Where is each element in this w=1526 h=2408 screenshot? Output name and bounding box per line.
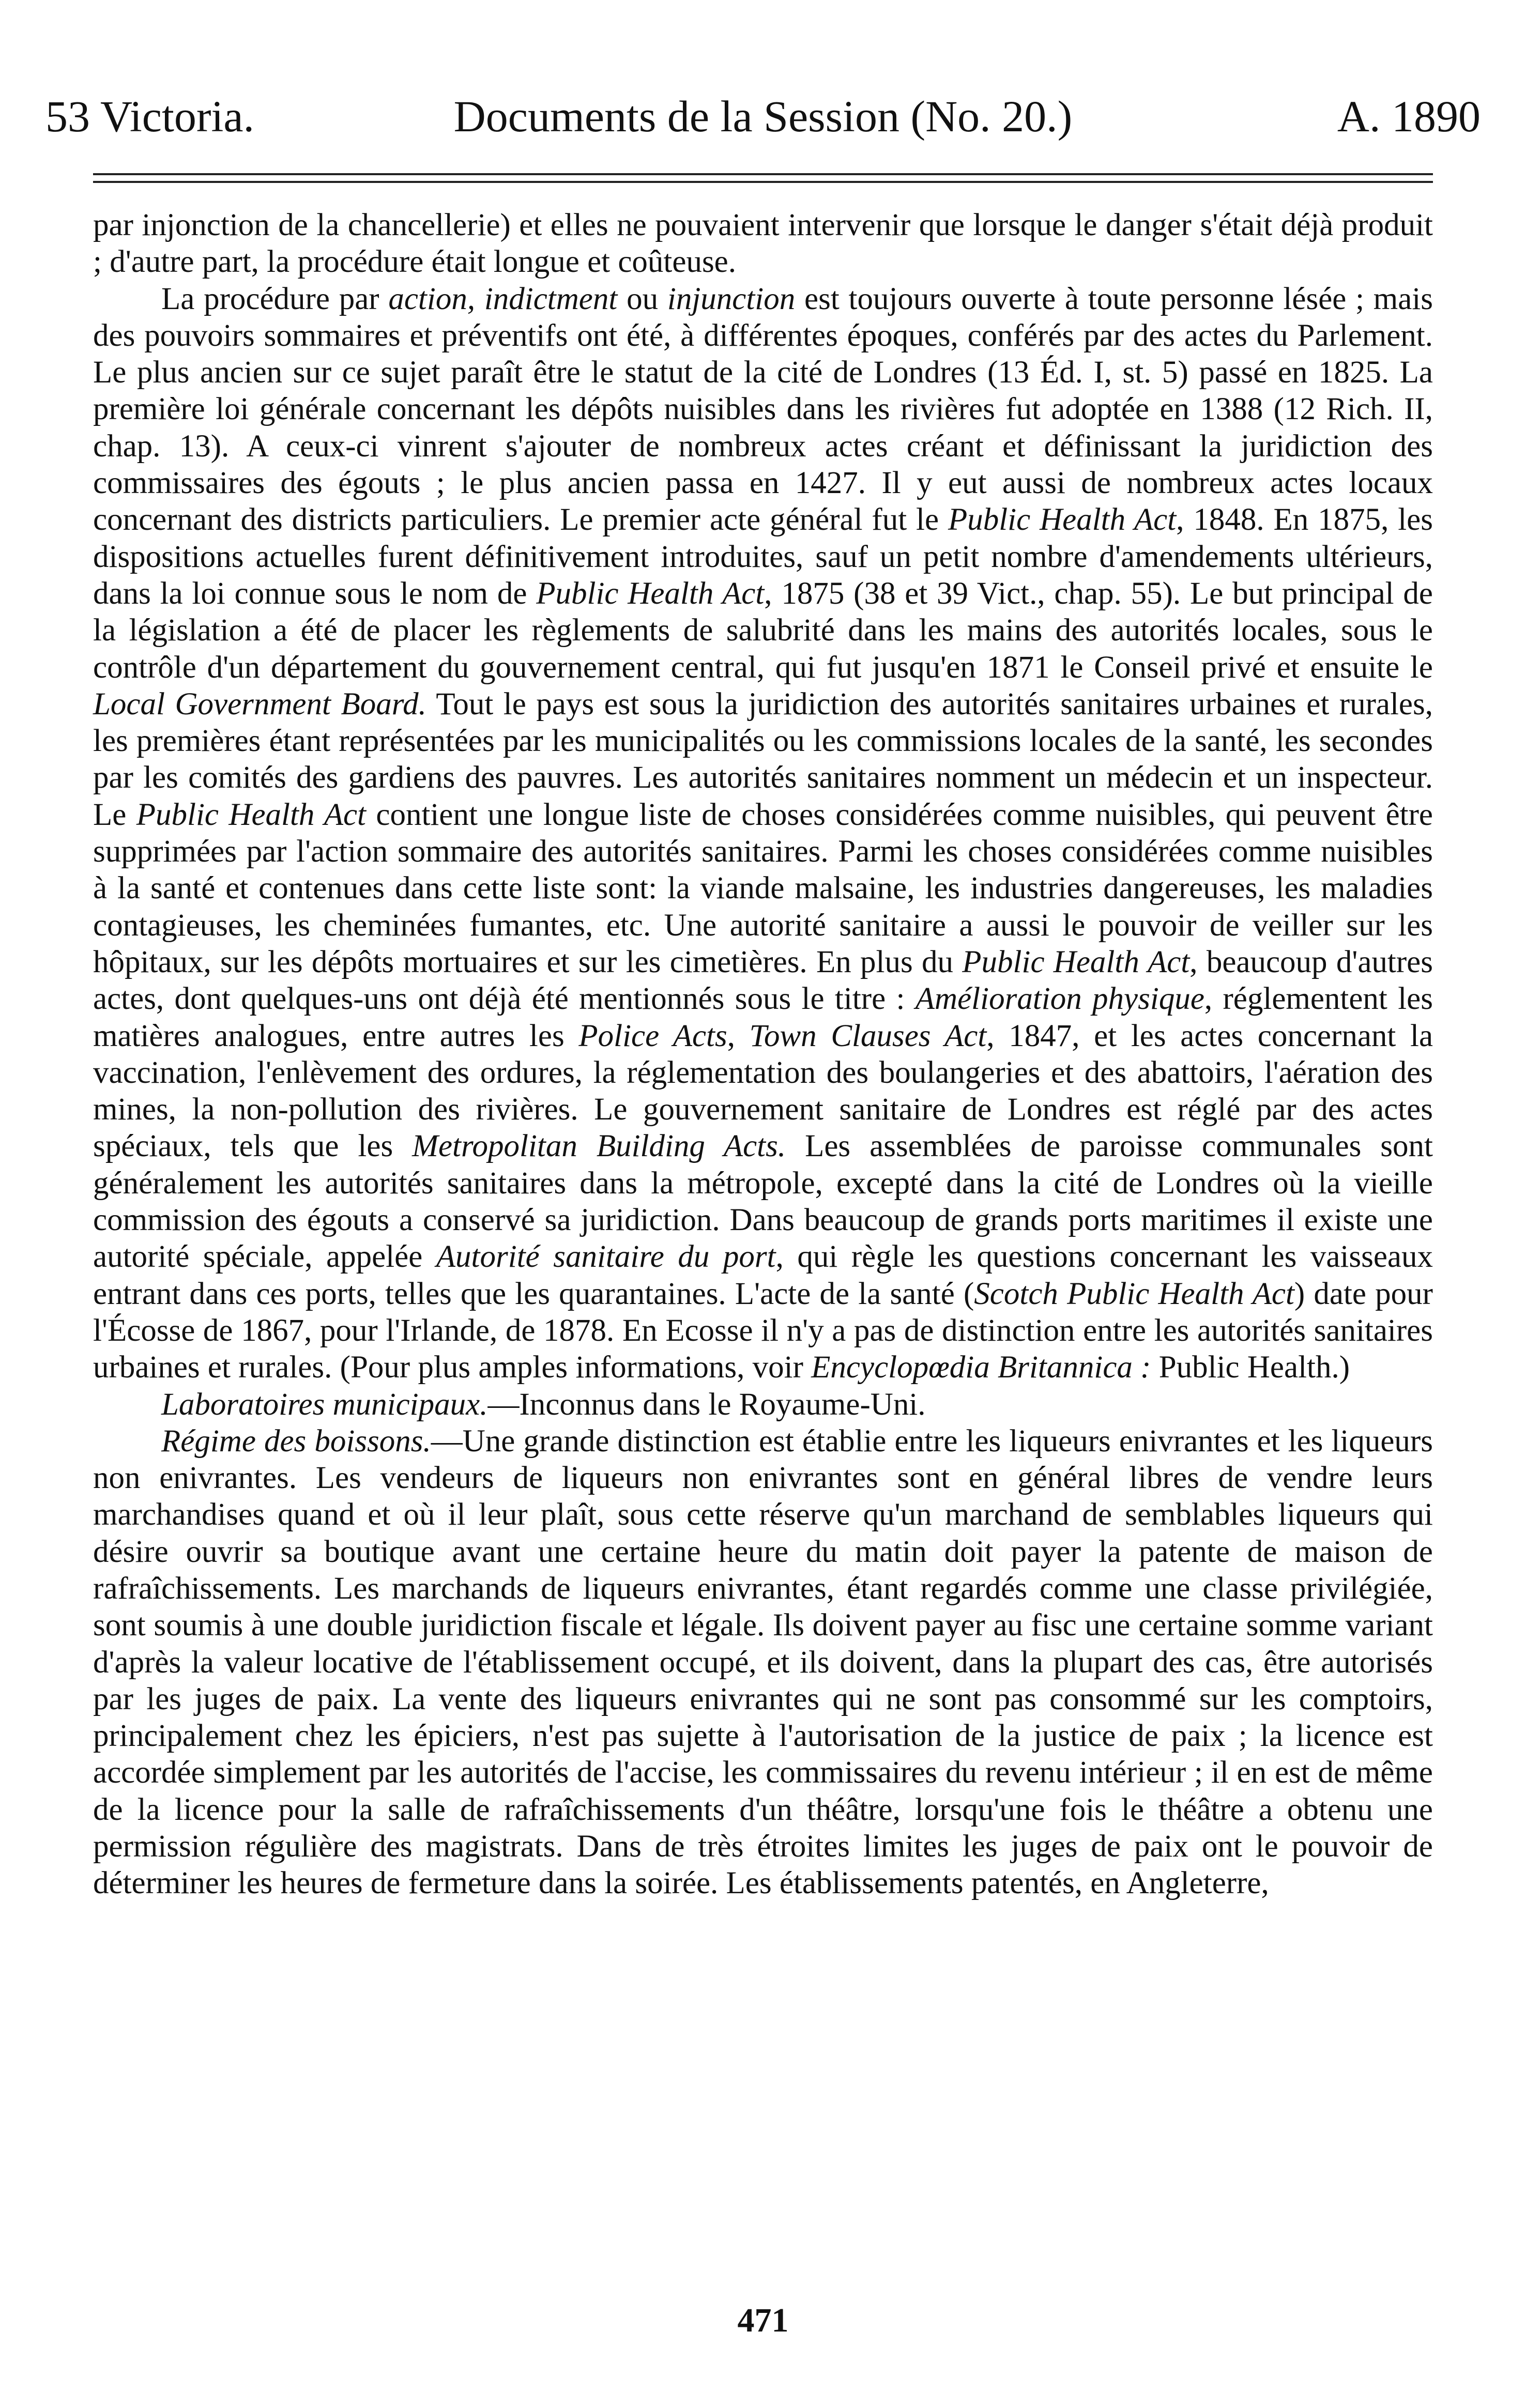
header-rule-top (93, 173, 1433, 175)
paragraph-regime-boissons (93, 1423, 1433, 1902)
text-run: , qui règle les questions concernant les vaisseaux entrant dans ces ports, telles que les quarantaines. L'acte de la santé ( (93, 1239, 1433, 1311)
section-heading-italic: Régime des boissons. (161, 1423, 431, 1459)
text-run: , réglementent les matières analogues, entre autres les (93, 981, 1433, 1053)
italic-term: Public Health Act (536, 576, 765, 611)
text-run: ) date pour l'Écosse de 1867, pour l'Irlande, de 1878. En Ecosse il n'y a pas de distinction entre les autorités sanitaires urbaines et rurales. (Pour plus amples informations, voir (93, 1276, 1433, 1385)
text-run: Public Health.) (1151, 1350, 1350, 1385)
text-run: Tout le pays est sous la juridiction des autorités sanitaires urbaines et rurales, les premières étant représentées par les municipalités ou les commissions locales de la santé, les secondes par les comités des gardiens des pauvres. Les autorités sanitaires nomment un médecin et un inspecteur. Le (93, 686, 1433, 832)
italic-term: Public Health Act (136, 797, 366, 832)
header-title: Documents de la Session (No. 20.) (453, 91, 1073, 141)
text-run: , 1848. En 1875, les dispositions actuelles furent définitivement introduites, sauf un petit nombre d'amendements ultérieurs, dans la loi connue sous le nom de (93, 502, 1433, 611)
text-run: , (727, 1018, 750, 1053)
paragraph-text: par injonction de la chancellerie) et elles ne pouvaient intervenir que lorsque le danger s'était déjà produit ; d'autre part, la procédure était longue et coûteuse. (93, 208, 1433, 280)
text-run: ou (617, 281, 667, 316)
text-run: est toujours ouverte à toute personne lésée ; mais des pouvoirs sommaires et préventifs ont été, à différentes époques, conférés par des actes du Parlement. Le plus ancien sur ce sujet paraît être le statut de la cité de Londres (13 Éd. I, st. 5) passé en 1825. La première loi générale concernant les dépôts nuisibles dans les rivières fut adoptée en 1388 (12 Rich. II, chap. 13). A ceux-ci vinrent s'ajouter de nombreux actes créant et définissant la juridiction des commissaires des égouts ; le plus ancien passa en 1427. Il y eut aussi de nombreux actes locaux concernant des districts particuliers. Le premier acte général fut le (93, 281, 1433, 538)
text-run: La procédure par (161, 281, 389, 316)
italic-term: Town Clauses Act (749, 1018, 987, 1053)
text-run: , beaucoup d'autres actes, dont quelques-uns ont déjà été mentionnés sous le titre : (93, 944, 1433, 1017)
header-year: A. 1890 (1337, 91, 1481, 141)
text-run: , 1875 (38 et 39 Vict., chap. 55). Le but principal de la législation a été de placer les règlements de salubrité dans les mains des autorités locales, sous le contrôle d'un département du gouvernement central, qui fut jusqu'en 1871 le Conseil privé et ensuite le (93, 576, 1433, 685)
page-number: 471 (737, 2302, 789, 2339)
body-text (93, 207, 1433, 1902)
header-regnal-year: 53 Victoria. (45, 91, 255, 141)
text-run: —Une grande distinction est établie entre les liqueurs enivrantes et les liqueurs non enivrantes. Les vendeurs de liqueurs non enivrantes sont en général libres de vendre leurs marchandises quand et où il leur plaît, sous cette réserve qu'un marchand de semblables liqueurs qui désire ouvrir sa boutique avant une certaine heure du matin doit payer la patente de maison de rafraîchissements. Les marchands de liqueurs enivrantes, étant regardés comme une classe privilégiée, sont soumis à une double juridiction fiscale et légale. Ils doivent payer au fisc une certaine somme variant d'après la valeur locative de l'établissement occupé, et ils doivent, dans la plupart des cas, être autorisés par les juges de paix. La vente des liqueurs enivrantes qui ne sont pas consommé sur les comptoirs, principalement chez les épiciers, n'est pas sujette à l'autorisation de la justice de paix ; la licence est accordée simplement par les autorités de l'accise, les commissaires du revenu intérieur ; il en est de même de la licence pour la salle de rafraîchissements d'un théâtre, lorsqu'une fois le théâtre a obtenu une permission régulière des magistrats. Dans de très étroites limites les juges de paix ont le pouvoir de déterminer les heures de fermeture dans la soirée. Les établissements patentés, en Angleterre, (93, 1423, 1433, 1901)
italic-term: Autorité sanitaire du port (436, 1239, 776, 1275)
italic-term: Local Government Board. (93, 686, 426, 722)
text-run: contient une longue liste de choses considérées comme nuisibles, qui peuvent être supprimées par l'action sommaire des autorités sanitaires. Parmi les choses considérées comme nuisibles à la santé et contenues dans cette liste sont: la viande malsaine, les industries dangereuses, les maladies contagieuses, les cheminées fumantes, etc. Une autorité sanitaire a aussi le pouvoir de veiller sur les hôpitaux, sur les dépôts mortuaires et sur les cimetières. En plus du (93, 797, 1433, 979)
italic-term: Public Health Act (962, 944, 1190, 979)
italic-term: action, indictment (388, 281, 618, 316)
italic-term: injunction (667, 281, 796, 316)
italic-term: Public Health Act (948, 502, 1177, 538)
paragraph-laboratoires (93, 1386, 1433, 1423)
italic-term: Scotch Public Health Act (974, 1276, 1294, 1311)
italic-term: Metropolitan Building Acts. (412, 1129, 786, 1164)
paragraph-continuation (93, 207, 1433, 281)
text-run: —Inconnus dans le Royaume-Uni. (487, 1387, 926, 1422)
header-rule-bottom (93, 181, 1433, 183)
paragraph-procedure (93, 281, 1433, 1386)
italic-term: Police Acts (578, 1018, 727, 1053)
italic-term: Encyclopœdia Britannica : (811, 1350, 1151, 1385)
text-run: , 1847, et les actes concernant la vaccination, l'enlèvement des ordures, la réglementation des boulangeries et des abattoirs, l'aération des mines, la non-pollution des rivières. Le gouvernement sanitaire de Londres est réglé par des actes spéciaux, tels que les (93, 1018, 1433, 1164)
running-header (45, 85, 1481, 147)
text-run: Les assemblées de paroisse communales sont généralement les autorités sanitaires dans la métropole, excepté dans la cité de Londres où la vieille commission des égouts a conservé sa juridiction. Dans beaucoup de grands ports maritimes il existe une autorité spéciale, appelée (93, 1129, 1433, 1275)
italic-term: Amélioration physique (915, 981, 1204, 1017)
section-heading-italic: Laboratoires municipaux. (161, 1387, 488, 1422)
